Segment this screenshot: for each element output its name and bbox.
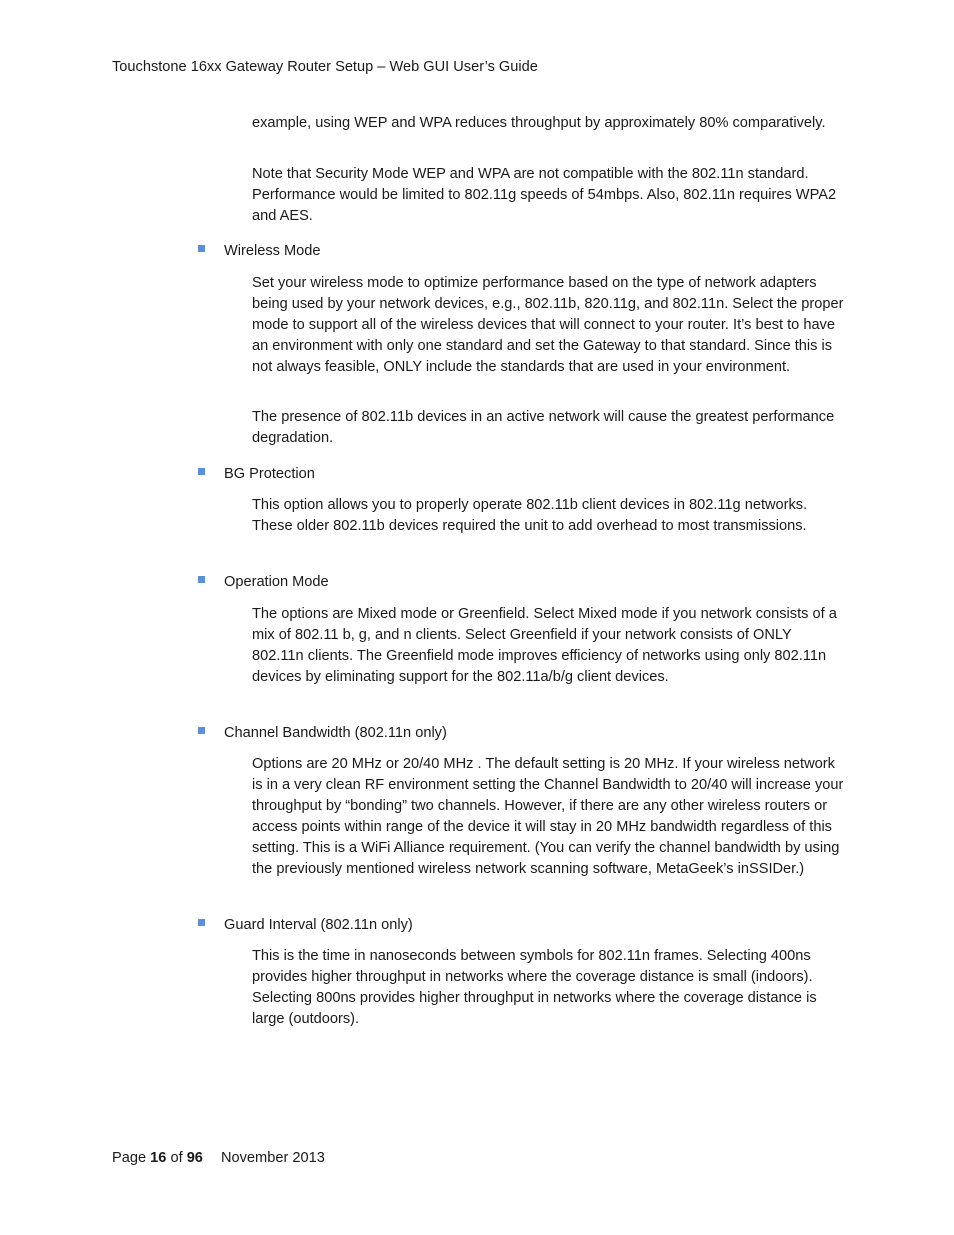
bullet-label: BG Protection (224, 466, 315, 482)
bullet-wireless-mode (198, 241, 838, 262)
page-word: Page (112, 1150, 147, 1166)
guard-interval-paragraph: This is the time in nanoseconds between symbols for 802.11n frames. Selecting 400ns provides higher throughput in networks where the coverage distance is small (indoors). Selecting 800ns provides higher throughput in networks where the coverage distance is large (outdoors). (252, 948, 817, 1027)
page-number: 16 (150, 1150, 167, 1166)
bullet-label: Wireless Mode (224, 243, 321, 259)
page-footer (112, 1148, 325, 1168)
bullet-channel-bandwidth (198, 723, 838, 744)
square-bullet-icon (198, 576, 205, 583)
square-bullet-icon (198, 468, 205, 475)
bullet-label: Guard Interval (802.11n only) (224, 917, 413, 933)
bg-protection-paragraph: This option allows you to properly operate 802.11b client devices in 802.11g networks. These older 802.11b devices required the unit to add overhead to most transmissions. (252, 497, 808, 534)
intro-paragraph-1: example, using WEP and WPA reduces throughput by approximately 80% comparatively. (252, 115, 826, 131)
bullet-guard-interval (198, 915, 838, 936)
page-total: 96 (186, 1150, 203, 1166)
operation-mode-paragraph: The options are Mixed mode or Greenfield. Select Mixed mode if you network consists of a mix of 802.11 b, g, and n clients. Select Greenfield if your network consists of ONLY 802.11n clients. The Greenfield mode improves efficiency of networks using only 802.11n devices by eliminating support for the 802.11a/b/g client devices. (252, 606, 837, 685)
square-bullet-icon (198, 919, 205, 926)
wireless-mode-paragraph-1: Set your wireless mode to optimize performance based on the type of network adapters being used by your network devices, e.g., 802.11b, 820.11g, and 802.11n. Select the proper mode to support all of the wireless devices that will connect to your router. It’s best to have an environment with only one standard and set the Gateway to that standard. Since this is not always feasible, ONLY include the standards that are used in your environment. (252, 275, 844, 375)
square-bullet-icon (198, 727, 205, 734)
channel-bandwidth-paragraph: Options are 20 MHz or 20/40 MHz . The default setting is 20 MHz. If your wireless network is in a very clean RF environment setting the Channel Bandwidth to 20/40 will increase your throughput by “bonding” two channels. However, if there are any other wireless routers or access points within range of the device it will stay in 20 MHz bandwidth regardless of this setting. This is a WiFi Alliance requirement. (You can verify the channel bandwidth by using the previously mentioned wireless network scanning software, MetaGeek’s inSSIDer.) (252, 756, 844, 877)
bullet-bg-protection (198, 464, 838, 485)
page-header: Touchstone 16xx Gateway Router Setup – Web GUI User’s Guide (112, 59, 538, 75)
of-word: of (170, 1150, 183, 1166)
intro-paragraph-2: Note that Security Mode WEP and WPA are not compatible with the 802.11n standard. Performance would be limited to 802.11g speeds of 54mbps. Also, 802.11n requires WPA2 and AES. (252, 166, 837, 224)
square-bullet-icon (198, 245, 205, 252)
footer-date: November 2013 (220, 1150, 325, 1166)
bullet-operation-mode (198, 572, 838, 593)
wireless-mode-paragraph-2: The presence of 802.11b devices in an active network will cause the greatest performance degradation. (252, 409, 835, 446)
bullet-label: Operation Mode (224, 574, 329, 590)
bullet-label: Channel Bandwidth (802.11n only) (224, 725, 447, 741)
